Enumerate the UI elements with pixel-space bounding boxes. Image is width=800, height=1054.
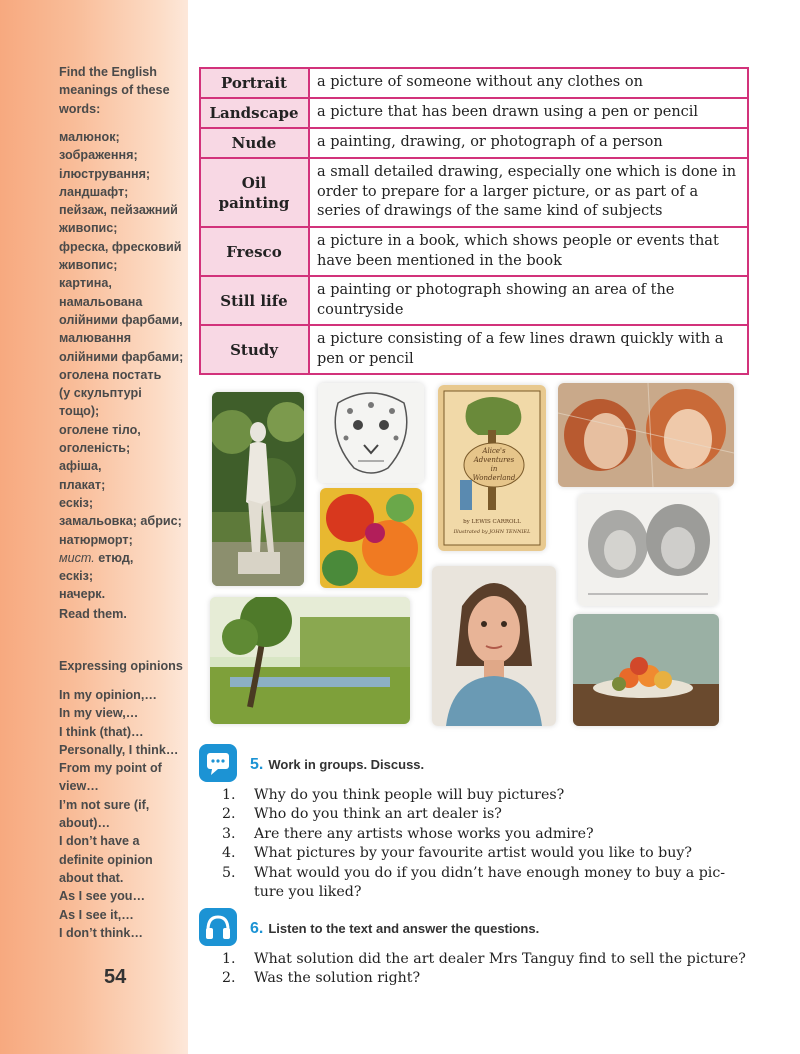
opinions-heading: Expressing opinions — [59, 659, 183, 673]
question-text: Who do you think an art dealer is? — [254, 806, 502, 823]
vocab-row — [200, 158, 748, 227]
book-cover-title: Alice's Adventures in Wonderland — [472, 447, 516, 482]
vocab-definition: a picture in a book, which shows people or events that have been mentioned in the book — [309, 227, 748, 276]
sidebar-word: натюрморт; — [59, 532, 133, 547]
vocab-definition: a picture consisting of a few lines drawn quickly with a pen or pencil — [309, 325, 748, 374]
sidebar-word: начерк. — [59, 587, 106, 602]
vocab-definition: a painting or photograph showing an area of the countryside — [309, 276, 748, 325]
sidebar-word: плакат; — [59, 477, 106, 492]
sidebar-word: фреска, фресковий — [59, 239, 182, 254]
vocab-term-line: Portrait — [221, 74, 287, 92]
sidebar-word: живопис; — [59, 221, 118, 236]
vocab-term — [200, 227, 309, 276]
opinion-phrase: As I see you… — [59, 889, 146, 904]
vocab-term-line: Still life — [220, 291, 288, 310]
sidebar-word — [59, 549, 183, 567]
opinion-phrase: I’m not sure (if, — [59, 797, 150, 812]
opinion-phrase: I think (that)… — [59, 724, 144, 739]
girl-portrait — [432, 566, 556, 726]
sidebar-word: оголена постать — [59, 367, 162, 382]
opinion-phrase: about)… — [59, 816, 111, 831]
question-number: 4. — [222, 845, 236, 862]
still-life-painting — [573, 614, 719, 726]
sidebar-word: афіша, — [59, 459, 102, 474]
vocab-term-line: Fresco — [226, 242, 282, 261]
alice-book-cover — [438, 385, 546, 551]
vocab-term-line: Study — [230, 340, 278, 359]
question-text: ture you liked? — [254, 884, 362, 901]
sidebar-word: оголеність; — [59, 441, 131, 456]
question-item — [222, 950, 762, 969]
sidebar-word: зображення; — [59, 148, 138, 163]
question-number: 3. — [222, 825, 236, 842]
vocab-term — [200, 68, 309, 98]
question-item — [222, 864, 762, 883]
vocab-term-line: Landscape — [209, 104, 299, 122]
vocab-term — [200, 128, 309, 158]
vocab-row — [200, 325, 748, 374]
sidebar-instruction — [59, 63, 183, 118]
vocab-row — [200, 128, 748, 158]
abstract-painting — [320, 488, 422, 588]
question-item — [222, 883, 762, 902]
statue-photo — [212, 392, 304, 586]
opinion-phrase: As I see it,… — [59, 907, 134, 922]
page-number: 54 — [104, 966, 127, 988]
sidebar-word: оголене тіло, — [59, 422, 141, 437]
opinion-phrase-list — [59, 686, 183, 942]
vocab-definition: a small detailed drawing, especially one which is done in order to prepare for a larger picture, or as part of a series of drawings of the same kind of subjects — [309, 158, 748, 227]
instruction-line: meanings of these — [59, 83, 170, 98]
question-text: Why do you think people will buy pictures? — [254, 787, 565, 803]
question-item — [222, 805, 762, 824]
vocab-row — [200, 98, 748, 128]
question-item — [222, 969, 762, 988]
opinion-phrase: about that. — [59, 870, 124, 885]
question-number — [222, 883, 254, 902]
vocab-term — [200, 325, 309, 374]
sidebar-word: олійними фарбами; — [59, 349, 184, 364]
read-them: Read them. — [59, 607, 127, 621]
vocab-row — [200, 68, 748, 98]
question-item — [222, 786, 762, 805]
sidebar-word: ескіз; — [59, 569, 94, 584]
question-number: 1. — [222, 951, 236, 967]
vocab-term — [200, 276, 309, 325]
vocab-row — [200, 227, 748, 276]
exercise-5-number: 5. — [250, 756, 264, 773]
question-text: Was the solution right? — [254, 970, 421, 987]
exercise-6-number: 6. — [250, 920, 264, 937]
instruction-line: words: — [59, 101, 101, 116]
sidebar-word: намальована — [59, 294, 143, 309]
vocab-term — [200, 158, 309, 227]
sidebar-word-list — [59, 128, 183, 604]
book-cover-author: by LEWIS CARROLL — [463, 519, 521, 525]
exercise-5-title — [250, 756, 424, 774]
word-text: етюд, — [94, 550, 134, 565]
leopard-sketch — [318, 383, 424, 483]
vocab-definition: a picture of someone without any clothes on — [309, 68, 748, 98]
headphones-icon — [199, 908, 237, 946]
question-item — [222, 825, 762, 844]
instruction-line: Find the English — [59, 65, 157, 79]
vocab-term-line: Nude — [231, 134, 277, 152]
sidebar-word: ескіз; — [59, 495, 94, 510]
exercise-6-instruction: Listen to the text and answer the questions. — [268, 921, 540, 936]
exercise-6-questions — [222, 950, 762, 989]
sidebar-word: ілюстрування; — [59, 166, 151, 181]
vocab-definition: a picture that has been drawn using a pen or pencil — [309, 98, 748, 128]
vocab-term-line: painting — [218, 193, 290, 212]
question-text: Are there any artists whose works you admire? — [254, 825, 594, 842]
opinion-phrase: definite opinion — [59, 852, 153, 867]
opinion-phrase: I don’t think… — [59, 925, 143, 940]
sidebar-word: ландшафт; — [59, 184, 129, 199]
opinion-phrase: Personally, I think… — [59, 742, 179, 757]
sidebar-word: тощо); — [59, 404, 100, 419]
question-number: 2. — [222, 806, 236, 823]
question-number: 2. — [222, 970, 236, 987]
sidebar-word: замальовка; абрис; — [59, 514, 182, 529]
opinion-phrase: In my view,… — [59, 706, 139, 721]
question-item — [222, 844, 762, 863]
vocabulary-table — [199, 67, 749, 375]
sidebar-word: (у скульптурі — [59, 386, 142, 401]
question-text: What would you do if you didn’t have enough money to buy a pic- — [254, 864, 726, 881]
sidebar-word: живопис; — [59, 258, 118, 273]
word-label-abbrev: мист. — [59, 550, 95, 565]
exercise-5-questions — [222, 786, 762, 902]
sidebar-word: малювання — [59, 331, 132, 346]
sidebar-word: олійними фарбами, — [59, 312, 183, 327]
landscape-painting — [210, 597, 410, 724]
discussion-icon — [199, 744, 237, 782]
question-number: 5. — [222, 864, 236, 881]
lions-sketch — [578, 494, 718, 606]
sidebar-word: пейзаж, пейзажний — [59, 203, 178, 218]
vocab-definition: a painting, drawing, or photograph of a person — [309, 128, 748, 158]
book-cover-illustrator: Illustrated by JOHN TENNIEL — [453, 529, 531, 535]
opinion-phrase: In my opinion,… — [59, 688, 157, 702]
fresco-faces — [558, 383, 734, 487]
sidebar-word: малюнок; — [59, 130, 120, 144]
question-text: What pictures by your favourite artist would you like to buy? — [254, 845, 692, 862]
opinion-phrase: I don’t have a — [59, 834, 140, 849]
question-number: 1. — [222, 787, 236, 803]
vocab-row — [200, 276, 748, 325]
exercise-5-instruction: Work in groups. Discuss. — [268, 757, 425, 772]
exercise-6-title — [250, 920, 539, 938]
vocab-term — [200, 98, 309, 128]
vocab-term-line: Oil — [241, 173, 267, 192]
opinion-phrase: From my point of — [59, 761, 162, 776]
question-text: What solution did the art dealer Mrs Tanguy find to sell the picture? — [254, 951, 746, 967]
sidebar-word: картина, — [59, 276, 112, 291]
opinion-phrase: view… — [59, 779, 99, 794]
